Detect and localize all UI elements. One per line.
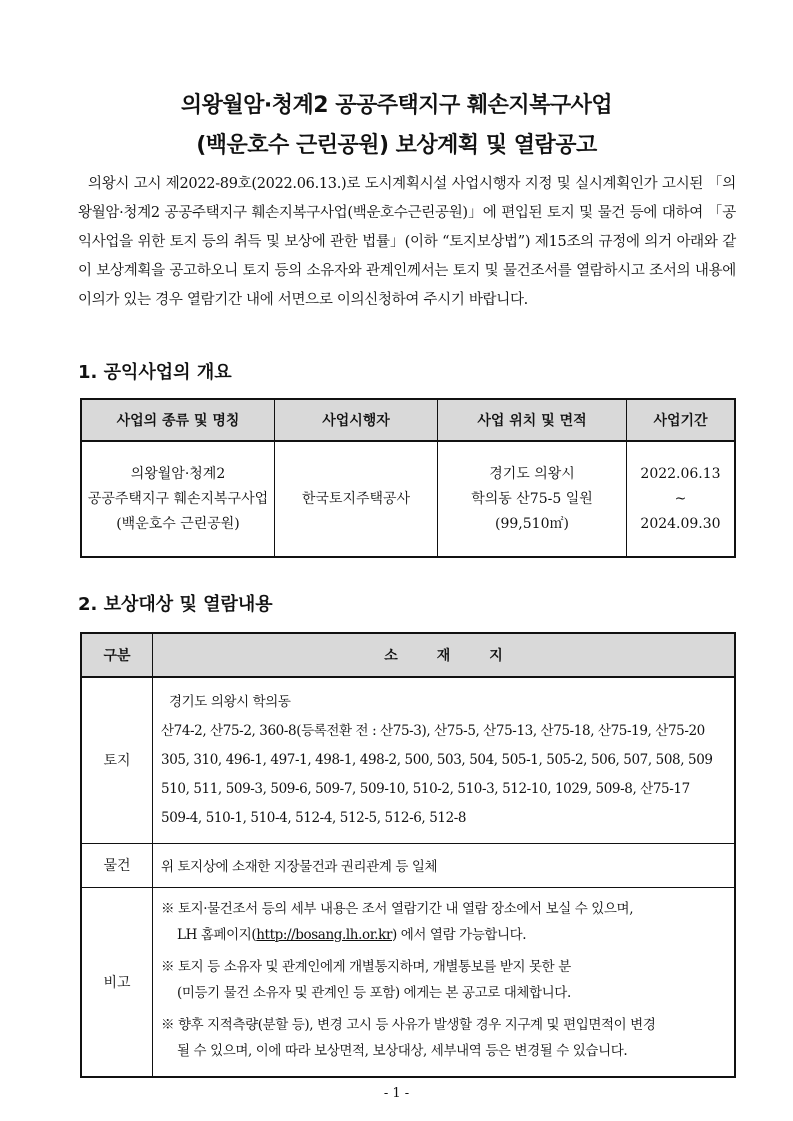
location-line: (99,510㎡) (495, 515, 569, 532)
land-line: 산74-2, 산75-2, 360-8(등록전환 전 : 산75-3), 산75-5, 산75-13, 산75-18, 산75-19, 산75-20 (161, 722, 705, 739)
header-period: 사업기간 (627, 399, 736, 441)
project-name-cell (81, 441, 275, 557)
remark-line (161, 922, 726, 948)
header-project-name: 사업의 종류 및 명칭 (81, 399, 275, 441)
table-row-remarks (81, 887, 735, 1077)
document-title-line2: (백운호수 근린공원) 보상계획 및 열람공고 (196, 133, 597, 158)
section1-title: 1. 공익사업의 개요 (78, 362, 232, 383)
table-row-goods (81, 843, 735, 887)
location-cell (438, 441, 627, 557)
compensation-target-table (80, 632, 736, 1078)
remarks-label: 비고 (81, 887, 153, 1077)
header-operator: 사업시행자 (275, 399, 438, 441)
section2-title: 2. 보상대상 및 열람내용 (78, 594, 273, 615)
goods-content: 위 토지상에 소재한 지장물건과 권리관계 등 일체 (153, 843, 736, 887)
project-overview-table (80, 398, 736, 558)
operator-cell: 한국토지주택공사 (275, 441, 438, 557)
land-content (153, 677, 736, 843)
lh-homepage-link[interactable]: http://bosang.lh.or.kr (256, 926, 392, 943)
header-address: 소 재 지 (153, 633, 736, 677)
location-line: 학의동 산75-5 일원 (471, 490, 593, 507)
period-separator: ~ (674, 490, 687, 507)
remark-text: LH 홈페이지( (177, 926, 257, 943)
project-name-line: 공공주택지구 훼손지복구사업 (87, 490, 269, 507)
remark-line: ※ 향후 지적측량(분할 등), 변경 고시 등 사유가 발생할 경우 지구계 및 편입면적이 변경 (161, 1016, 656, 1033)
period-end: 2024.09.30 (640, 515, 721, 532)
remark-line: (미등기 물건 소유자 및 관계인 등 포함) 에게는 본 공고로 대체합니다. (177, 984, 571, 1001)
table-header-row (81, 399, 735, 441)
remark-note (161, 1012, 726, 1064)
period-cell (627, 441, 736, 557)
intro-text: 의왕시 고시 제2022-89호(2022.06.13.)로 도시계획시설 사업시행자 지정 및 실시계획인가 고시된 「의왕월암·청계2 공공주택지구 훼손지복구사업(백운호수근린공원)」에 편입된 토지 및 물건 등에 대하여 「공익사업을 위한 토지 등의 취득 및 보상에 관한 법률」(이하 “토지보상법”) 제15조의 규정에 의거 아래와 같이 보상계획을 공고하오니 토지 등의 소유자와 관계인께서는 토지 및 물건조서를 열람하시고 조서의 내용에 이의가 있는 경우 열람기간 내에 서면으로 이의신청하여 주시기 바랍니다. (78, 176, 736, 308)
location-line: 경기도 의왕시 (489, 465, 575, 482)
remark-line: ※ 토지·물건조서 등의 세부 내용은 조서 열람기간 내 열람 장소에서 보실 수 있으며, (161, 900, 634, 917)
remark-text: ) 에서 열람 가능합니다. (392, 926, 527, 943)
page-number: - 1 - (383, 1086, 410, 1101)
land-line: 305, 310, 496-1, 497-1, 498-1, 498-2, 500, 503, 504, 505-1, 505-2, 506, 507, 508, 509 (161, 751, 713, 768)
remark-line: 될 수 있으며, 이에 따라 보상면적, 보상대상, 세부내역 등은 변경될 수 있습니다. (177, 1042, 628, 1059)
period-start: 2022.06.13 (640, 465, 721, 482)
table-header-row (81, 633, 735, 677)
remark-note (161, 896, 726, 948)
goods-label: 물건 (81, 843, 153, 887)
land-line: 509-4, 510-1, 510-4, 512-4, 512-5, 512-6, 512-8 (161, 809, 467, 826)
document-title-line1: 의왕월암·청계2 공공주택지구 훼손지복구사업 (180, 93, 613, 118)
header-location: 사업 위치 및 면적 (438, 399, 627, 441)
table-row (81, 441, 735, 557)
intro-paragraph (78, 170, 736, 315)
remarks-content (153, 887, 736, 1077)
land-line: 경기도 의왕시 학의동 (169, 693, 291, 710)
land-label: 토지 (81, 677, 153, 843)
remark-note (161, 954, 726, 1006)
table-row-land (81, 677, 735, 843)
project-name-line: (백운호수 근린공원) (116, 515, 240, 532)
project-name-line: 의왕월암·청계2 (130, 465, 226, 482)
header-category: 구분 (81, 633, 153, 677)
land-line: 510, 511, 509-3, 509-6, 509-7, 509-10, 510-2, 510-3, 512-10, 1029, 509-8, 산75-17 (161, 780, 690, 797)
remark-line: ※ 토지 등 소유자 및 관계인에게 개별통지하며, 개별통보를 받지 못한 분 (161, 958, 571, 975)
